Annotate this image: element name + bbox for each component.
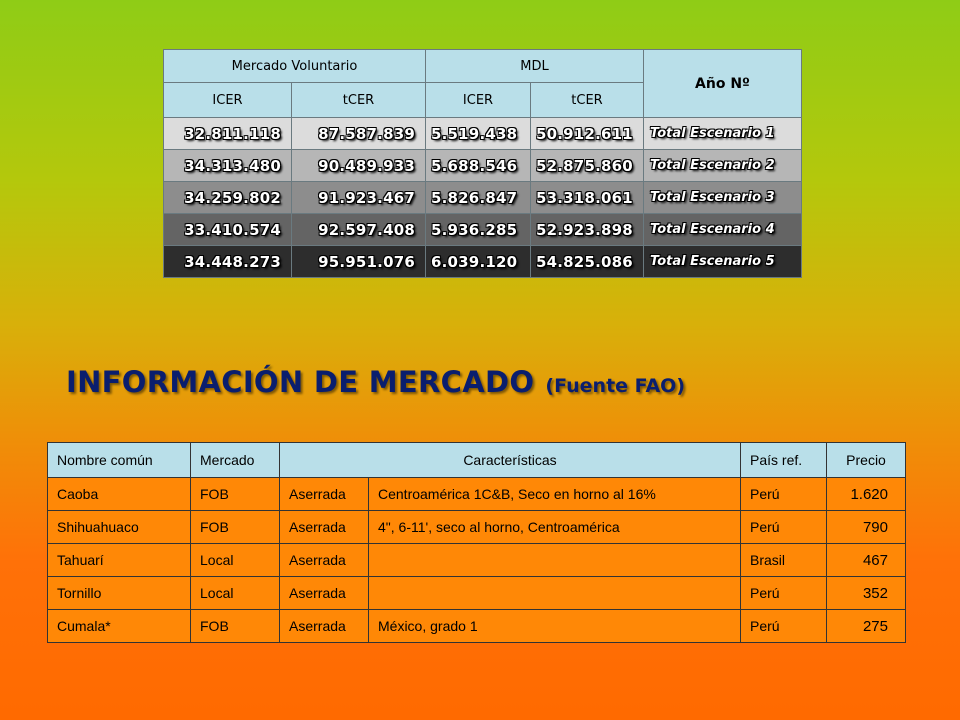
value-cell: 34.313.480 <box>164 150 292 182</box>
header-pais-ref: País ref. <box>741 443 827 478</box>
cell-pais: Brasil <box>741 544 827 577</box>
header-ano-numero: Año Nº <box>644 50 802 118</box>
table-row <box>48 511 906 544</box>
cell-detalle: Centroamérica 1C&B, Seco en horno al 16% <box>369 478 741 511</box>
cell-mercado: FOB <box>191 610 280 643</box>
cell-precio: 1.620 <box>827 478 906 511</box>
cell-tipo: Aserrada <box>280 544 369 577</box>
scenario-label: Total Escenario 3 <box>644 182 802 214</box>
cell-nombre: Shihuahuaco <box>48 511 191 544</box>
scenario-label: Total Escenario 4 <box>644 214 802 246</box>
cell-nombre: Caoba <box>48 478 191 511</box>
value-cell: 5.826.847 <box>426 182 531 214</box>
market-info-table <box>47 442 906 643</box>
scenario-label: Total Escenario 1 <box>644 118 802 150</box>
cell-pais: Perú <box>741 610 827 643</box>
section-heading <box>66 362 685 400</box>
value-cell: 91.923.467 <box>292 182 426 214</box>
scenario-row <box>164 246 802 278</box>
cell-mercado: Local <box>191 577 280 610</box>
scenario-row <box>164 150 802 182</box>
cell-precio: 352 <box>827 577 906 610</box>
cell-detalle: México, grado 1 <box>369 610 741 643</box>
cell-pais: Perú <box>741 478 827 511</box>
value-cell: 5.936.285 <box>426 214 531 246</box>
value-cell: 33.410.574 <box>164 214 292 246</box>
value-cell: 90.489.933 <box>292 150 426 182</box>
cell-mercado: FOB <box>191 511 280 544</box>
cell-detalle <box>369 577 741 610</box>
header-mdl: MDL <box>426 50 644 83</box>
table-row <box>48 610 906 643</box>
scenario-label: Total Escenario 2 <box>644 150 802 182</box>
cell-precio: 275 <box>827 610 906 643</box>
subheader-icer: ICER <box>164 83 292 118</box>
cell-detalle: 4", 6-11', seco al horno, Centroamérica <box>369 511 741 544</box>
table-row <box>48 478 906 511</box>
value-cell: 5.688.546 <box>426 150 531 182</box>
cell-precio: 790 <box>827 511 906 544</box>
cell-detalle <box>369 544 741 577</box>
value-cell: 50.912.611 <box>531 118 644 150</box>
cell-tipo: Aserrada <box>280 610 369 643</box>
market-header-row <box>48 443 906 478</box>
cell-nombre: Tornillo <box>48 577 191 610</box>
table-row <box>48 577 906 610</box>
cell-tipo: Aserrada <box>280 577 369 610</box>
cell-nombre: Tahuarí <box>48 544 191 577</box>
header-caracteristicas: Características <box>280 443 741 478</box>
header-mercado: Mercado <box>191 443 280 478</box>
value-cell: 87.587.839 <box>292 118 426 150</box>
heading-source: (Fuente FAO) <box>545 375 685 397</box>
value-cell: 53.318.061 <box>531 182 644 214</box>
cell-precio: 467 <box>827 544 906 577</box>
scenario-row <box>164 118 802 150</box>
scenario-row <box>164 214 802 246</box>
cell-mercado: FOB <box>191 478 280 511</box>
cell-pais: Perú <box>741 577 827 610</box>
scenario-label: Total Escenario 5 <box>644 246 802 278</box>
subheader-tcer: tCER <box>292 83 426 118</box>
cell-mercado: Local <box>191 544 280 577</box>
cell-pais: Perú <box>741 511 827 544</box>
value-cell: 6.039.120 <box>426 246 531 278</box>
header-precio: Precio <box>827 443 906 478</box>
header-mercado-voluntario: Mercado Voluntario <box>164 50 426 83</box>
value-cell: 54.825.086 <box>531 246 644 278</box>
table-row <box>48 544 906 577</box>
value-cell: 52.875.860 <box>531 150 644 182</box>
cell-tipo: Aserrada <box>280 511 369 544</box>
value-cell: 95.951.076 <box>292 246 426 278</box>
value-cell: 34.259.802 <box>164 182 292 214</box>
subheader-tcer: tCER <box>531 83 644 118</box>
header-nombre-comun: Nombre común <box>48 443 191 478</box>
scenario-table <box>163 49 802 278</box>
value-cell: 52.923.898 <box>531 214 644 246</box>
subheader-icer: ICER <box>426 83 531 118</box>
scenario-header-row-1 <box>164 50 802 83</box>
cell-nombre: Cumala* <box>48 610 191 643</box>
heading-title: INFORMACIÓN DE MERCADO <box>66 365 535 399</box>
cell-tipo: Aserrada <box>280 478 369 511</box>
scenario-row <box>164 182 802 214</box>
value-cell: 5.519.438 <box>426 118 531 150</box>
value-cell: 92.597.408 <box>292 214 426 246</box>
value-cell: 32.811.118 <box>164 118 292 150</box>
value-cell: 34.448.273 <box>164 246 292 278</box>
